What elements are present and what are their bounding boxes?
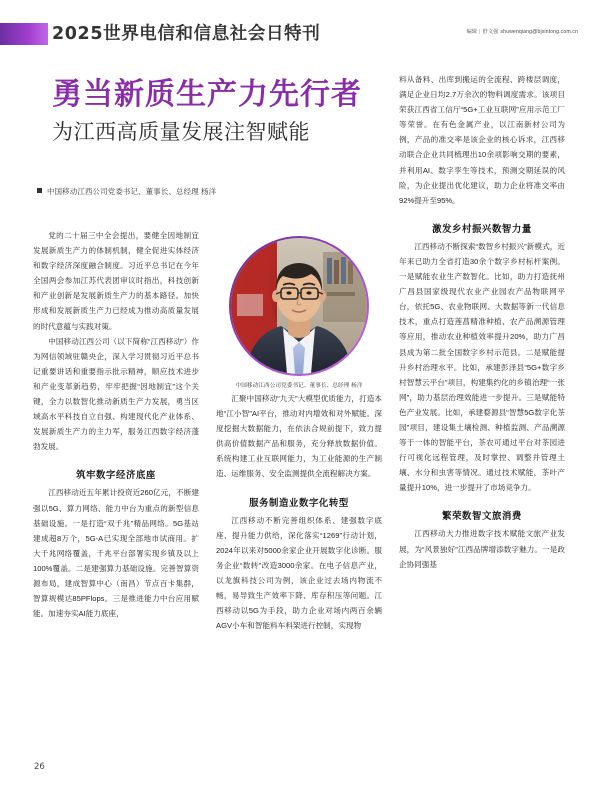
section-heading: 筑牢数字经济底座 — [76, 469, 156, 481]
portrait-image — [231, 238, 367, 374]
body-paragraph: 江西移动不断探索“数智乡村振兴”新模式，近年来已助力全省打造30余个数字乡村标杆案例。一是赋能农业生产数智化。比如，助力打造抚州广昌县国家级现代农业产业园农产品物联网平台，依托5G、农业物联网、大数据等新一代信息技术，重点打造莲菖精准种植、农产品溯源管理等应用，推动农业种植效率提升20%，助力广昌县成为第二批全国数字乡村示范县。二是赋能提升乡村治理水平。比如，承建彭泽县“5G+数字乡村智慧云平台”项目，构建集约化的乡镇治理“一张网”，助力基层治理效能进一步提升。三是赋能特色产业发展。比如，承建婺源县“智慧5G数字化茶园”项目，建设集土壤检测、种植监测、产品溯源等于一体的智能平台，茶农可通过平台对茶园进行可视化远程管理，及时掌控、调整并管理土壤、水分和虫害等情况。通过技术赋能，茶叶产量提升10%，进一步提升了市场竞争力。 — [399, 241, 565, 493]
bullet-square-icon — [37, 188, 42, 193]
headline-main: 勇当新质生产力先行者 — [52, 77, 362, 112]
editor-separator: | — [479, 29, 481, 35]
editor-name: 舒文强 — [482, 29, 499, 35]
portrait-photo — [229, 236, 369, 376]
masthead — [0, 20, 600, 54]
body-paragraph: 党的二十届三中全会提出，要健全因地制宜发展新质生产力的体制机制，健全促进实体经济和数字经济深度融合制度。习近平总书记在今年全国两会参加江苏代表团审议时指出，科技创新和产业创新是发展新质生产力的基本路径。加快形成和发展新质生产力已经成为推动高质量发展的时代意蕴与实践对策。 — [33, 231, 199, 331]
section-heading: 繁荣数智文旅消费 — [442, 510, 522, 522]
body-paragraph: 料从备料、出库到搬运的全流程、跨楼层调度，满足企业日均2.7万余次的物料调度需求。该项目荣获江西省工信厅“5G+工业互联网”应用示范工厂等荣誉。在有色金属产业，以江南新材公司为例，产品的准交率是该企业的核心诉求，江西移动联合企业共同梳理出10余项影响交期的要素，并利用AI、数字孪生等技术，预测交期延误的风险，为企业提出优化建议，助力企业将准交率由92%提升至95%。 — [399, 75, 565, 205]
portrait-caption: 中国移动江西公司党委书记、董事长、总经理 杨洋 — [235, 383, 363, 389]
body-paragraph: 江西移动不断完善组织体系、建强数字底座、提升能力供给，深化落实“1269”行动计划，2024年以来对5000余家企业开展数字化诊断。服务企业“数转”改造3000余家。在电子信息产业，以龙旗科技公司为例，该企业过去场内物流不畅，易导致生产效率下降、库存积压等问题。江西移动以5G为手段，助力企业对场内两百余辆AGV小车和智能料车料架进行控制，实现物 — [216, 515, 382, 631]
editor-credit — [467, 28, 578, 35]
column-right — [399, 72, 565, 572]
masthead-title: 2025世界电信和信息社会日特刊 — [52, 24, 321, 44]
section-heading: 激发乡村振兴数智力量 — [432, 222, 532, 234]
editor-email: shuwenqiang@bjxintong.com.cn — [500, 29, 578, 35]
body-paragraph: 江西移动近五年累计投资近260亿元，不断建强以5G、算力网络、能力中台为重点的新型信息基础设施。一是打造“双千兆”精品网络。5G基站建成超8万个，5G-A已实现全部地市试商用。扩大千兆网络覆盖，千兆平台部署实现乡镇及以上100%覆盖。二是建强算力基础设施。完善智算资源布局，建成智算中心（南昌）节点百卡集群，智算规模达85PFlops。三是推进能力中台应用赋能。加速夯实AI能力底座， — [33, 488, 199, 619]
byline — [37, 186, 216, 197]
column-middle — [216, 228, 382, 633]
column-left — [33, 228, 199, 621]
page-number: 26 — [34, 762, 45, 772]
editor-label: 编辑 — [466, 29, 478, 35]
body-paragraph: 中国移动江西公司（以下简称“江西移动”）作为网信领域驻赣央企，深入学习贯彻习近平总书记重要讲话和重要指示批示精神，顺应技术进步和产业变革新趋势，牢牢把握“因地制宜”这个关键，全力以数智化推动新质生产力发展，勇当区域高水平科技自立自强、构建现代化产业体系、发展新质生产力的主力军，服务江西数字经济蓬勃发展。 — [33, 336, 199, 452]
body-paragraph: 汇聚中国移动“九天”大模型优质能力，打造本地“江小智”AI平台，推动对内增效和对外赋能。深度挖掘大数据能力，在依法合规前提下，致力提供高价值数据产品和服务，充分释放数据价值。系统构建工业互联网能力，为工业能源的生产制造、运维服务、安全监测提供全流程解决方案。 — [216, 394, 382, 479]
masthead-accent-bar — [0, 23, 48, 45]
byline-text: 中国移动江西公司党委书记、董事长、总经理 杨洋 — [47, 187, 217, 196]
body-paragraph: 江西移动大力推进数字技术赋能文旅产业发展，为“风景独好”江西品牌增添数字魅力。一是政企协同强基 — [399, 529, 565, 569]
headline-subtitle: 为江西高质量发展注智赋能 — [52, 120, 310, 144]
section-heading: 服务制造业数字化转型 — [249, 496, 349, 508]
